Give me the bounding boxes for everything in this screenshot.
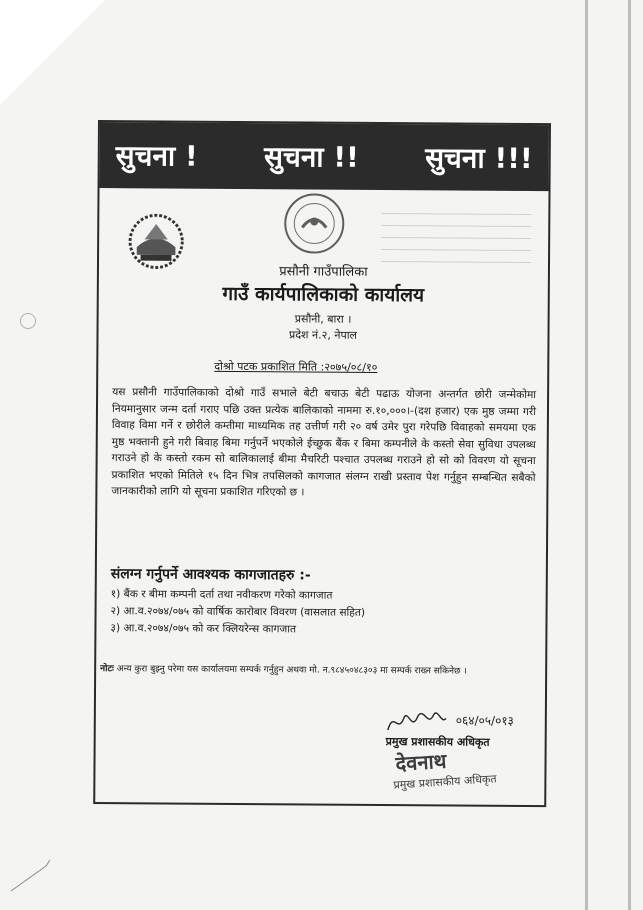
documents-heading: संलग्न गर्नुपर्ने आवश्यक कागजातहरु :- [110,566,311,584]
notice-frame [93,120,551,807]
address-line: प्रदेश नं.२, नेपाल [288,328,358,342]
stamp-role: प्रमुख प्रशासकीय अधिकृत [393,772,497,792]
contact-note [100,662,540,679]
documents-list [110,586,365,639]
stamp-name: देवनाथ [394,748,448,776]
handwritten-signature [384,704,544,737]
page-edge-shadow [585,0,588,910]
page-edge-shadow [628,0,631,910]
signatory-role: प्रमुख प्रशासकीय अधिकृत [385,735,490,749]
list-item: १) बैंक र बीमा कम्पनी दर्ता तथा नवीकरण गरेको कागजात [110,588,333,602]
note-label: नोटः [100,664,114,675]
notice-body: यस प्रसौनी गाउँपालिकाको दोश्रो गाउँ सभाले बेटी बचाऊ बेटी पढाऊ योजना अन्तर्गत छोरी जन्मेकोमा नियमानुसार जन्म दर्ता गराए पछि उक्त प्रत्येक बालिकाको नाममा रु.१०,०००।-(दश हजार) एक मुष्ठ जम्मा गरी विवाह विमा गर्ने र छोरीले कम्तीमा माध्यमिक तह उत्तीर्ण गरी २० वर्ष उमेर पुरा गरेपछि विवाहको समयमा एक मुष्ठ भक्तानी हुने गरी बिवाह बिमा गर्नुपर्ने भएकोले ईच्छुक बैंक र बिमा कम्पनीले के कस्तो सेवा सुविधा उपलब्ध गराउने हो के कस्तो रकम सो बालिकालाई बीमा मैचरिटी पश्चात उपलब्ध गराउने हो सो को विवरण यो सूचना प्रकाशित भएको मितिले १५ दिन भित्र तपसिलको कागजात संलग्न राखी प्रस्ताव पेश गर्नुहुन सम्बन्धित सबैको जानकारीको लागि यो सूचना प्रकाशित गरिएको छ । [111,386,537,499]
bleed-through-text [381,202,531,263]
address-line: प्रसौनी, बारा । [294,312,352,326]
punch-hole [20,313,36,329]
banner-word: सुचना !!! [425,141,533,176]
municipality-seal-icon [282,191,346,255]
banner-word: सुचना !! [263,140,359,174]
folded-corner [0,0,105,105]
list-item: ३) आ.व.२०७४/०७५ को कर क्लियरेन्स कागजात [110,622,297,636]
note-text: अन्य कुरा बुझ्नु परेमा यस कार्यालयमा सम्पर्क गर्नुहुन अथवा मो. न.९८४५०४८३०३ मा सम्पर्क राख्न सकिनेछ । [116,664,467,677]
notice-banner [100,122,549,191]
municipality-name: प्रसौनी गाउँपालिका [279,264,368,280]
banner-word: सुचना ! [115,139,198,173]
list-item: २) आ.व.२०७४/०७५ को वार्षिक कारोबार विवरण (वासलात सहित) [110,605,366,619]
office-title: गाउँ कार्यपालिकाको कार्यालय [222,282,425,307]
stray-pen-mark [6,836,86,896]
signature-date: ०६४/०५/०१३ [455,713,514,728]
publish-date: दोश्रो पटक प्रकाशित मिति :२०७५/०८/१० [214,359,378,374]
